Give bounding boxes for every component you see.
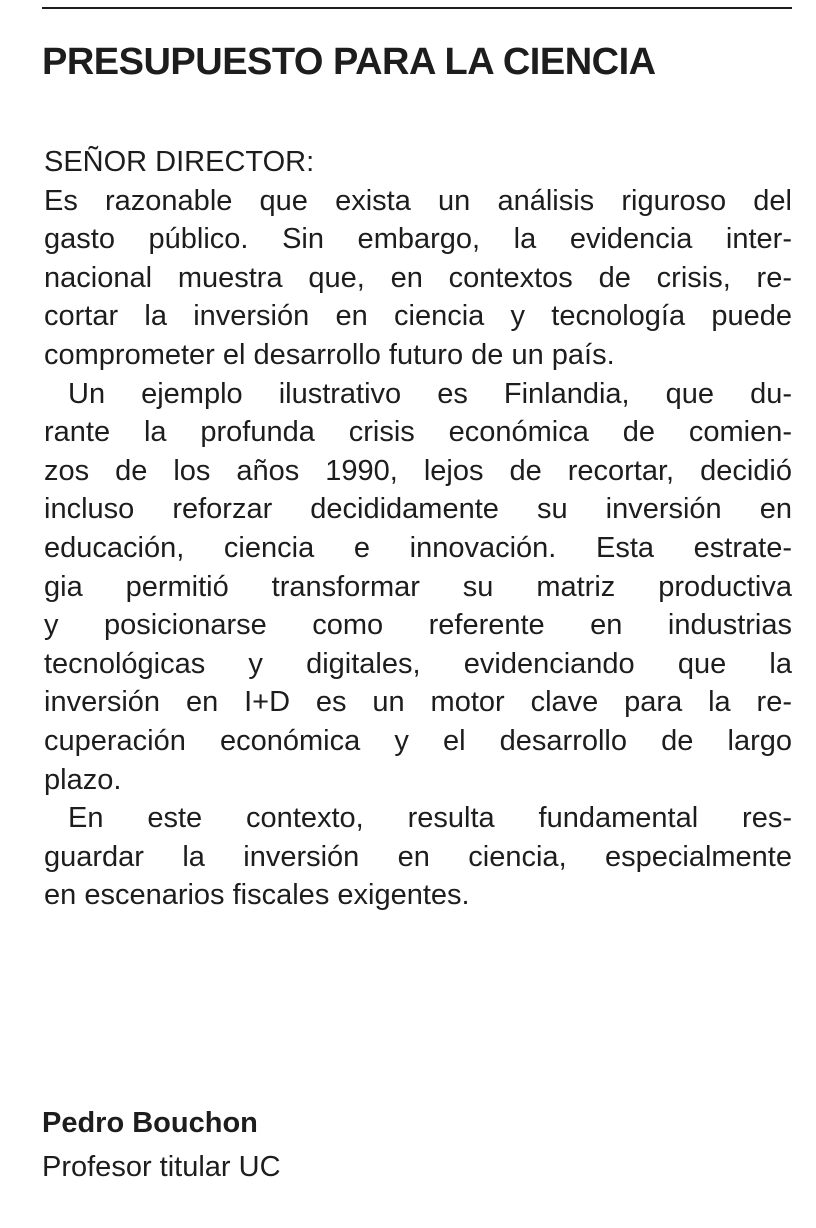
- body-line: Es razonable que exista un análisis riguroso del: [44, 184, 792, 217]
- body-line: incluso reforzar decididamente su inversión en: [44, 493, 792, 526]
- body-line: cortar la inversión en ciencia y tecnología puede: [44, 300, 792, 333]
- salutation: SEÑOR DIRECTOR:: [44, 146, 315, 178]
- body-line: guardar la inversión en ciencia, especialmente: [44, 840, 792, 873]
- body-line: zos de los años 1990, lejos de recortar, decidió: [44, 454, 792, 487]
- author-name: Pedro Bouchon: [42, 1107, 258, 1139]
- body-line: inversión en I+D es un motor clave para la re-: [44, 686, 792, 719]
- body-line: tecnológicas y digitales, evidenciando que la: [44, 647, 792, 680]
- body-line: y posicionarse como referente en industrias: [44, 609, 792, 642]
- signature-block: [42, 1104, 281, 1186]
- body-line: en escenarios fiscales exigentes.: [44, 879, 470, 912]
- body-line: plazo.: [44, 763, 122, 796]
- letter-headline: PRESUPUESTO PARA LA CIENCIA: [42, 41, 656, 83]
- body-line: gia permitió transformar su matriz productiva: [44, 570, 792, 603]
- body-line: Un ejemplo ilustrativo es Finlandia, que du-: [68, 377, 792, 410]
- letter-body: [44, 143, 792, 915]
- author-title: Profesor titular UC: [42, 1151, 281, 1183]
- top-rule: [42, 7, 792, 9]
- body-line: comprometer el desarrollo futuro de un país.: [44, 338, 615, 371]
- body-line: cuperación económica y el desarrollo de largo: [44, 724, 792, 757]
- body-line: educación, ciencia e innovación. Esta estrate-: [44, 531, 792, 564]
- body-line: gasto público. Sin embargo, la evidencia inter-: [44, 223, 792, 256]
- body-line: rante la profunda crisis económica de comien-: [44, 416, 792, 449]
- body-line: En este contexto, resulta fundamental res-: [68, 802, 792, 835]
- body-line: nacional muestra que, en contextos de crisis, re-: [44, 261, 792, 294]
